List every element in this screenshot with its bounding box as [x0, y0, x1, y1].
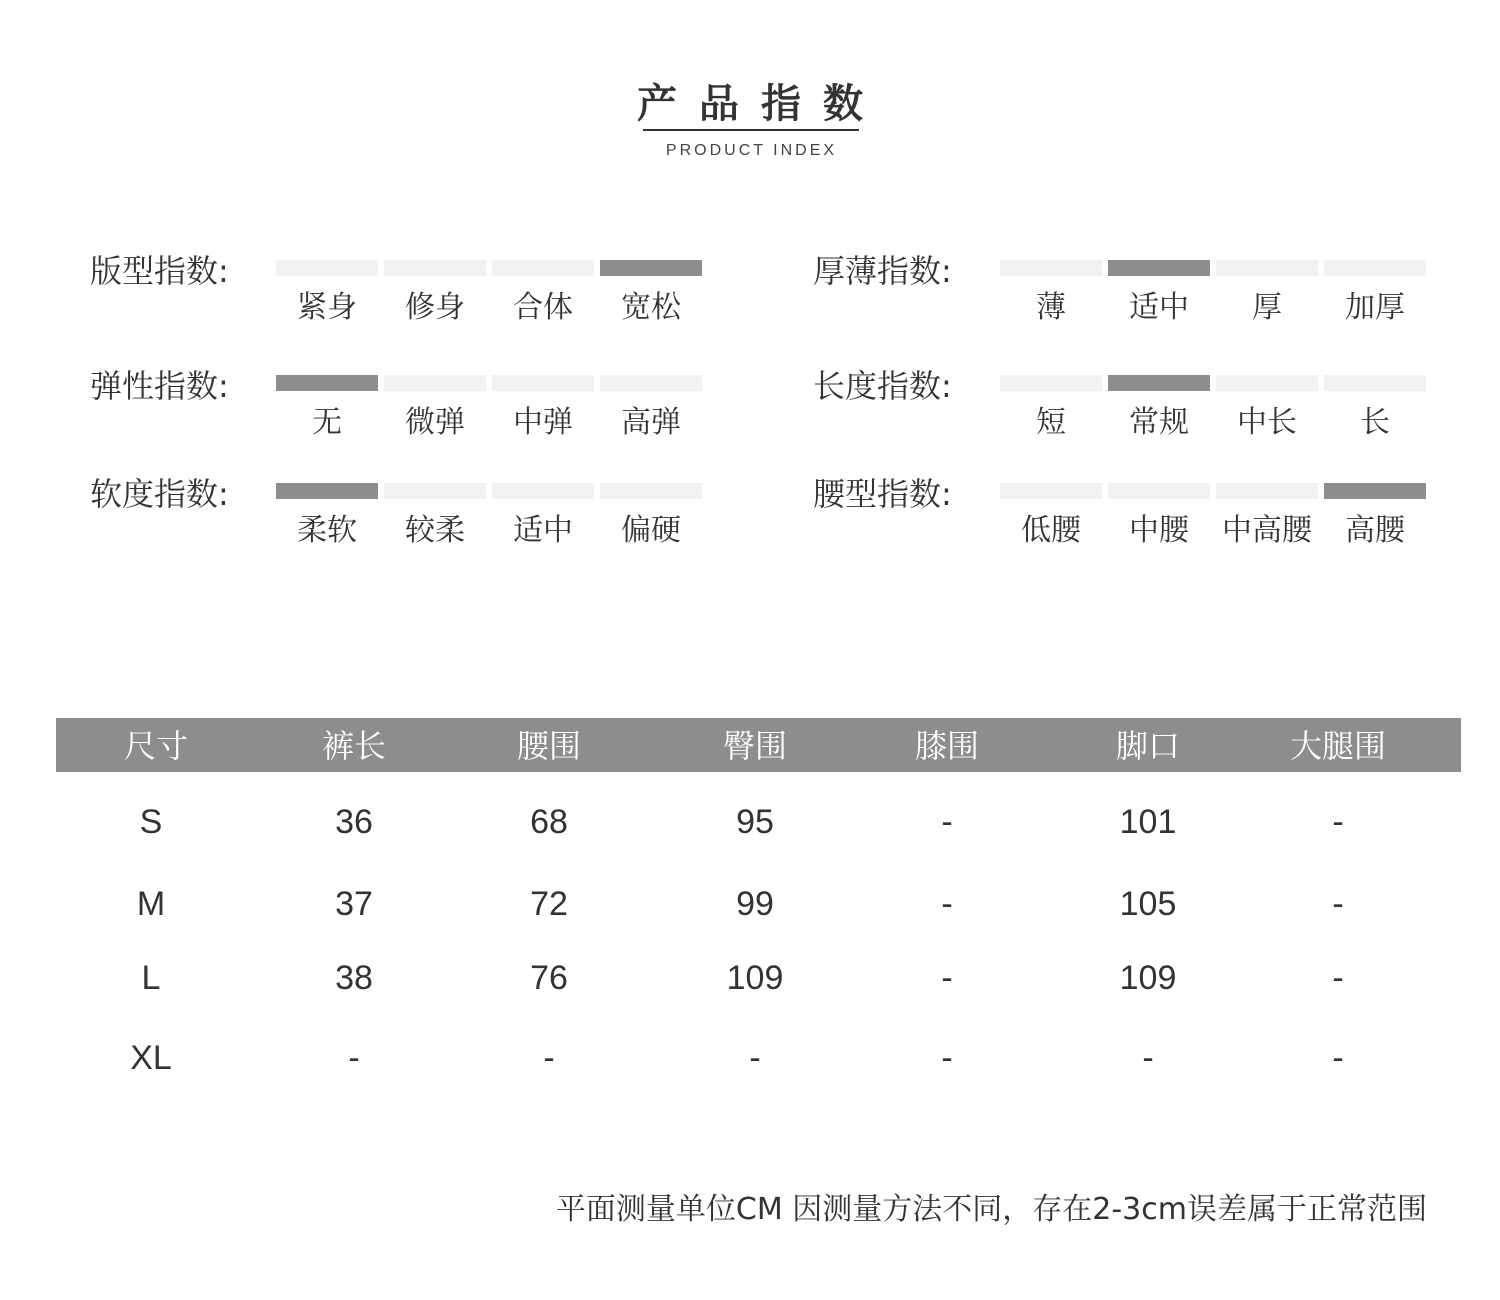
index-bar [492, 375, 594, 391]
index-option: 适中 [513, 513, 573, 548]
index-option: 偏硬 [621, 513, 681, 548]
size-table-header [56, 718, 1461, 772]
index-thickness [813, 246, 1433, 336]
index-option: 合体 [513, 290, 573, 325]
index-bar [1324, 375, 1426, 391]
index-bar [384, 483, 486, 499]
index-label: 厚薄指数: [813, 252, 952, 290]
table-cell: L [141, 959, 161, 997]
table-cell: 72 [530, 885, 568, 923]
index-bar [1000, 483, 1102, 499]
table-cell: - [941, 803, 953, 841]
index-bar [600, 260, 702, 276]
table-cell: - [348, 1039, 360, 1077]
table-row [56, 1028, 1461, 1088]
table-cell: 76 [530, 959, 568, 997]
index-bar [1216, 375, 1318, 391]
table-cell: - [1332, 959, 1344, 997]
measurement-note: 平面测量单位CM 因测量方法不同，存在2-3cm误差属于正常范围 [555, 1192, 1427, 1227]
index-option: 常规 [1129, 405, 1189, 440]
title-divider [643, 129, 859, 131]
index-bar [1108, 483, 1210, 499]
index-option: 短 [1036, 405, 1066, 440]
table-cell: S [139, 803, 163, 841]
table-cell: 38 [335, 959, 373, 997]
table-cell: 37 [335, 885, 373, 923]
index-option: 无 [312, 405, 342, 440]
table-cell: - [941, 1039, 953, 1077]
table-cell: - [941, 959, 953, 997]
index-label: 版型指数: [90, 252, 229, 290]
index-bar [1000, 375, 1102, 391]
table-cell: - [543, 1039, 555, 1077]
table-cell: - [1332, 1039, 1344, 1077]
table-cell: 95 [736, 803, 774, 841]
column-header: 臀围 [722, 727, 787, 765]
column-header: 脚口 [1115, 727, 1180, 765]
index-option: 加厚 [1345, 290, 1405, 325]
index-fit [90, 246, 710, 336]
index-bar [276, 375, 378, 391]
index-elasticity [90, 361, 710, 451]
column-header: 大腿围 [1289, 727, 1386, 765]
index-bar [1216, 260, 1318, 276]
column-header: 尺寸 [123, 727, 188, 765]
index-bar [1108, 375, 1210, 391]
table-cell: - [1332, 885, 1344, 923]
table-cell: M [136, 885, 166, 923]
index-bar [1324, 483, 1426, 499]
index-bar [492, 260, 594, 276]
index-bar [1216, 483, 1318, 499]
index-option: 中腰 [1129, 513, 1189, 548]
index-option: 适中 [1129, 290, 1189, 325]
index-option: 紧身 [297, 290, 357, 325]
index-option: 宽松 [621, 290, 681, 325]
index-bar [384, 375, 486, 391]
index-bar [276, 260, 378, 276]
column-header: 裤长 [321, 727, 386, 765]
index-bar [1324, 260, 1426, 276]
table-cell: - [1142, 1039, 1154, 1077]
table-cell: 36 [335, 803, 373, 841]
index-label: 腰型指数: [813, 475, 952, 513]
table-cell: XL [130, 1039, 172, 1077]
table-row [56, 948, 1461, 1008]
index-option: 中长 [1237, 405, 1297, 440]
table-cell: 68 [530, 803, 568, 841]
index-bar [1000, 260, 1102, 276]
index-option: 修身 [405, 290, 465, 325]
index-label: 长度指数: [813, 367, 952, 405]
index-option: 薄 [1036, 290, 1066, 325]
table-row [56, 874, 1461, 934]
column-header: 膝围 [914, 727, 979, 765]
index-bar [492, 483, 594, 499]
index-option: 微弹 [405, 405, 465, 440]
table-cell: - [749, 1039, 761, 1077]
index-option: 中弹 [513, 405, 573, 440]
table-cell: - [1332, 803, 1344, 841]
index-bar [384, 260, 486, 276]
index-option: 长 [1360, 405, 1390, 440]
table-row [56, 792, 1461, 852]
table-cell: 109 [726, 959, 784, 997]
index-option: 较柔 [405, 513, 465, 548]
index-option: 高弹 [621, 405, 681, 440]
index-softness [90, 469, 710, 559]
index-waist [813, 469, 1433, 559]
index-option: 中高腰 [1222, 513, 1312, 548]
index-length [813, 361, 1433, 451]
table-cell: 99 [736, 885, 774, 923]
index-label: 弹性指数: [90, 367, 229, 405]
index-bar [600, 483, 702, 499]
table-cell: 101 [1119, 803, 1177, 841]
page-subtitle: PRODUCT INDEX [665, 142, 838, 159]
index-option: 高腰 [1345, 513, 1405, 548]
index-option: 厚 [1252, 290, 1282, 325]
index-label: 软度指数: [90, 475, 229, 513]
table-cell: 105 [1119, 885, 1177, 923]
column-header: 腰围 [516, 727, 581, 765]
table-cell: 109 [1119, 959, 1177, 997]
index-option: 低腰 [1021, 513, 1081, 548]
index-bar [276, 483, 378, 499]
index-bar [600, 375, 702, 391]
index-bar [1108, 260, 1210, 276]
page-title: 产品指数 [637, 81, 885, 127]
table-cell: - [941, 885, 953, 923]
index-option: 柔软 [297, 513, 357, 548]
